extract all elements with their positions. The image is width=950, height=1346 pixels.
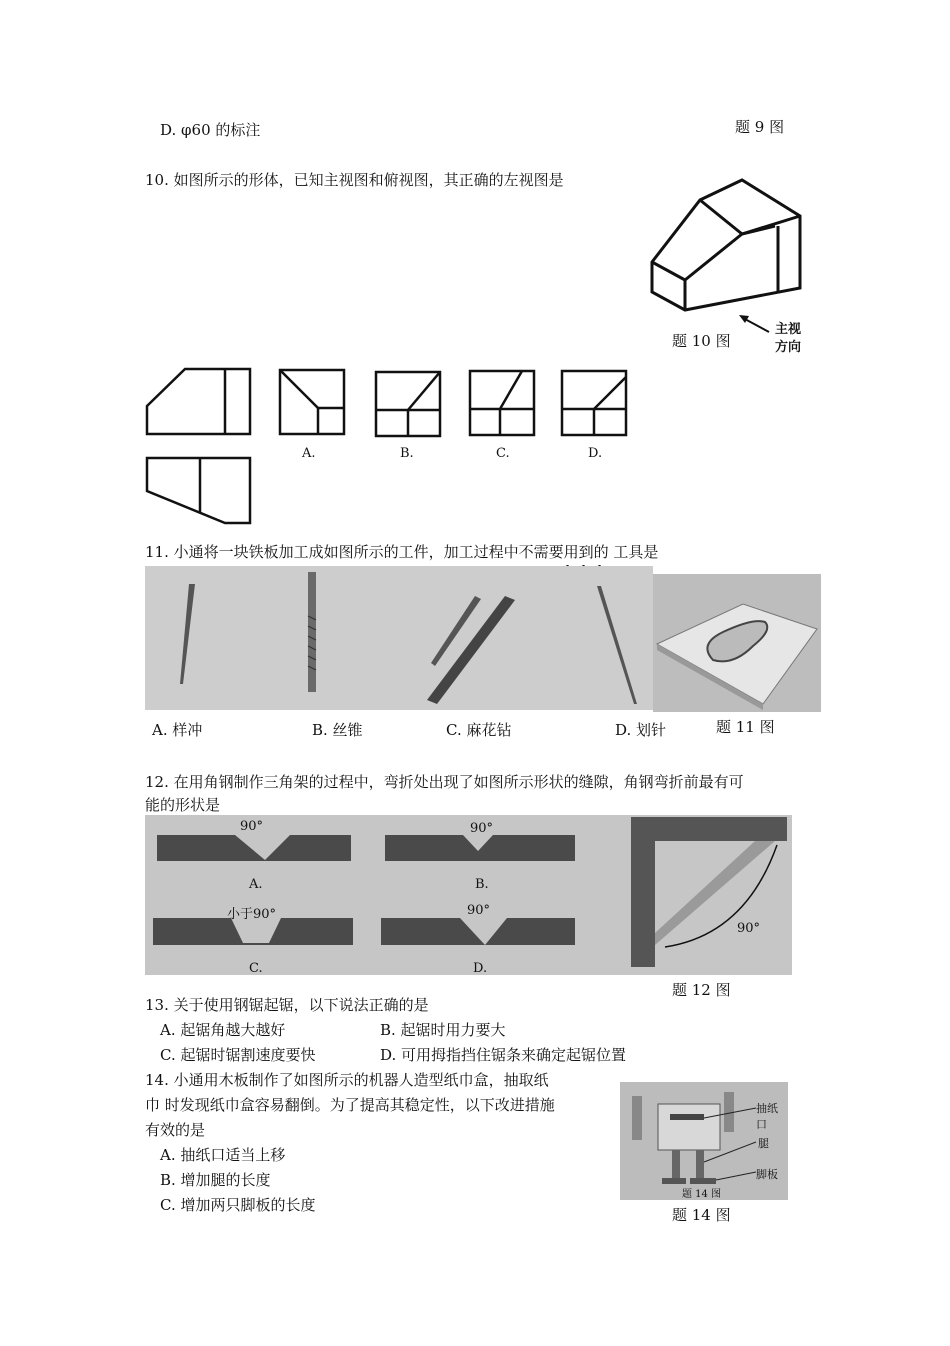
q10-front-view [145, 366, 255, 438]
q12-angle-steel-photo [145, 815, 792, 975]
q10-option-c-figure [468, 369, 538, 439]
q12-stem-line1: 12. 在用角钢制作三角架的过程中，弯折处出现了如图所示形状的缝隙，角钢弯折前最有可 [145, 773, 744, 791]
q11-tools-photo [145, 566, 653, 710]
q12-label-a[interactable]: A. [249, 877, 263, 892]
q10-option-b-figure [374, 370, 444, 440]
q9-caption: 题 9 图 [735, 118, 785, 136]
q14-label-slot: 抽纸口 [756, 1102, 778, 1131]
q12-angle-b: 90° [470, 821, 494, 836]
q11-option-d[interactable]: D. 划针 [615, 721, 667, 739]
q14-stem-line1: 14. 小通用木板制作了如图所示的机器人造型纸巾盒，抽取纸 [145, 1071, 549, 1089]
q14-stem-line2: 巾 时发现纸巾盒容易翻倒。为了提高其稳定性，以下改进措施 [145, 1096, 555, 1114]
q14-option-b[interactable]: B. 增加腿的长度 [160, 1171, 271, 1189]
q10-stem: 10. 如图所示的形体，已知主视图和俯视图，其正确的左视图是 [145, 171, 564, 189]
q12-stem-line2: 能的形状是 [145, 796, 221, 814]
q14-option-a[interactable]: A. 抽纸口适当上移 [160, 1146, 286, 1164]
q12-label-b[interactable]: B. [475, 877, 489, 892]
q13-option-d[interactable]: D. 可用拇指挡住锯条来确定起锯位置 [380, 1046, 627, 1064]
q10-option-a-figure [278, 368, 348, 438]
q11-caption: 题 11 图 [716, 718, 775, 736]
q11-workpiece-photo [653, 574, 821, 712]
q12-label-c[interactable]: C. [249, 961, 263, 976]
q11-stem: 11. 小通将一块铁板加工成如图所示的工件，加工过程中不需要用到的 工具是 [145, 543, 659, 561]
q13-option-c[interactable]: C. 起锯时锯割速度要快 [160, 1046, 316, 1064]
q12-angle-d: 90° [467, 903, 491, 918]
q10-option-b[interactable]: B. [400, 446, 414, 461]
q14-stem-line3: 有效的是 [145, 1121, 206, 1139]
q11-option-c[interactable]: C. 麻花钻 [446, 721, 512, 739]
q11-option-a[interactable]: A. 样冲 [152, 721, 203, 739]
q10-option-c[interactable]: C. [496, 446, 510, 461]
q14-caption: 题 14 图 [672, 1206, 731, 1224]
q10-option-a[interactable]: A. [302, 446, 316, 461]
q14-photo-inner-caption: 题 14 图 [682, 1189, 722, 1200]
q12-label-d[interactable]: D. [473, 961, 488, 976]
q10-arrow-label-1: 主视 [775, 322, 802, 337]
q11-option-b[interactable]: B. 丝锥 [312, 721, 363, 739]
q10-arrow-label-2: 方向 [775, 340, 802, 355]
q12-angle-fig: 90° [737, 921, 761, 936]
q14-option-c[interactable]: C. 增加两只脚板的长度 [160, 1196, 316, 1214]
q14-label-foot: 脚板 [756, 1168, 778, 1181]
q12-caption: 题 12 图 [672, 981, 731, 999]
q13-stem: 13. 关于使用钢锯起锯，以下说法正确的是 [145, 996, 429, 1014]
q10-option-d-figure [560, 369, 630, 439]
q13-option-a[interactable]: A. 起锯角越大越好 [160, 1021, 286, 1039]
q12-angle-a: 90° [240, 819, 264, 834]
q9-option-d: D. φ60 的标注 [160, 121, 261, 139]
view-direction-arrow-icon [735, 312, 775, 336]
q10-option-d[interactable]: D. [588, 446, 603, 461]
q10-isometric-figure [640, 170, 820, 320]
q10-caption: 题 10 图 [672, 332, 731, 350]
q14-robot-photo [620, 1082, 788, 1200]
q14-label-leg: 腿 [758, 1137, 769, 1150]
q10-top-view [145, 456, 255, 526]
q13-option-b[interactable]: B. 起锯时用力要大 [380, 1021, 506, 1039]
q12-angle-c: 小于90° [227, 907, 277, 922]
